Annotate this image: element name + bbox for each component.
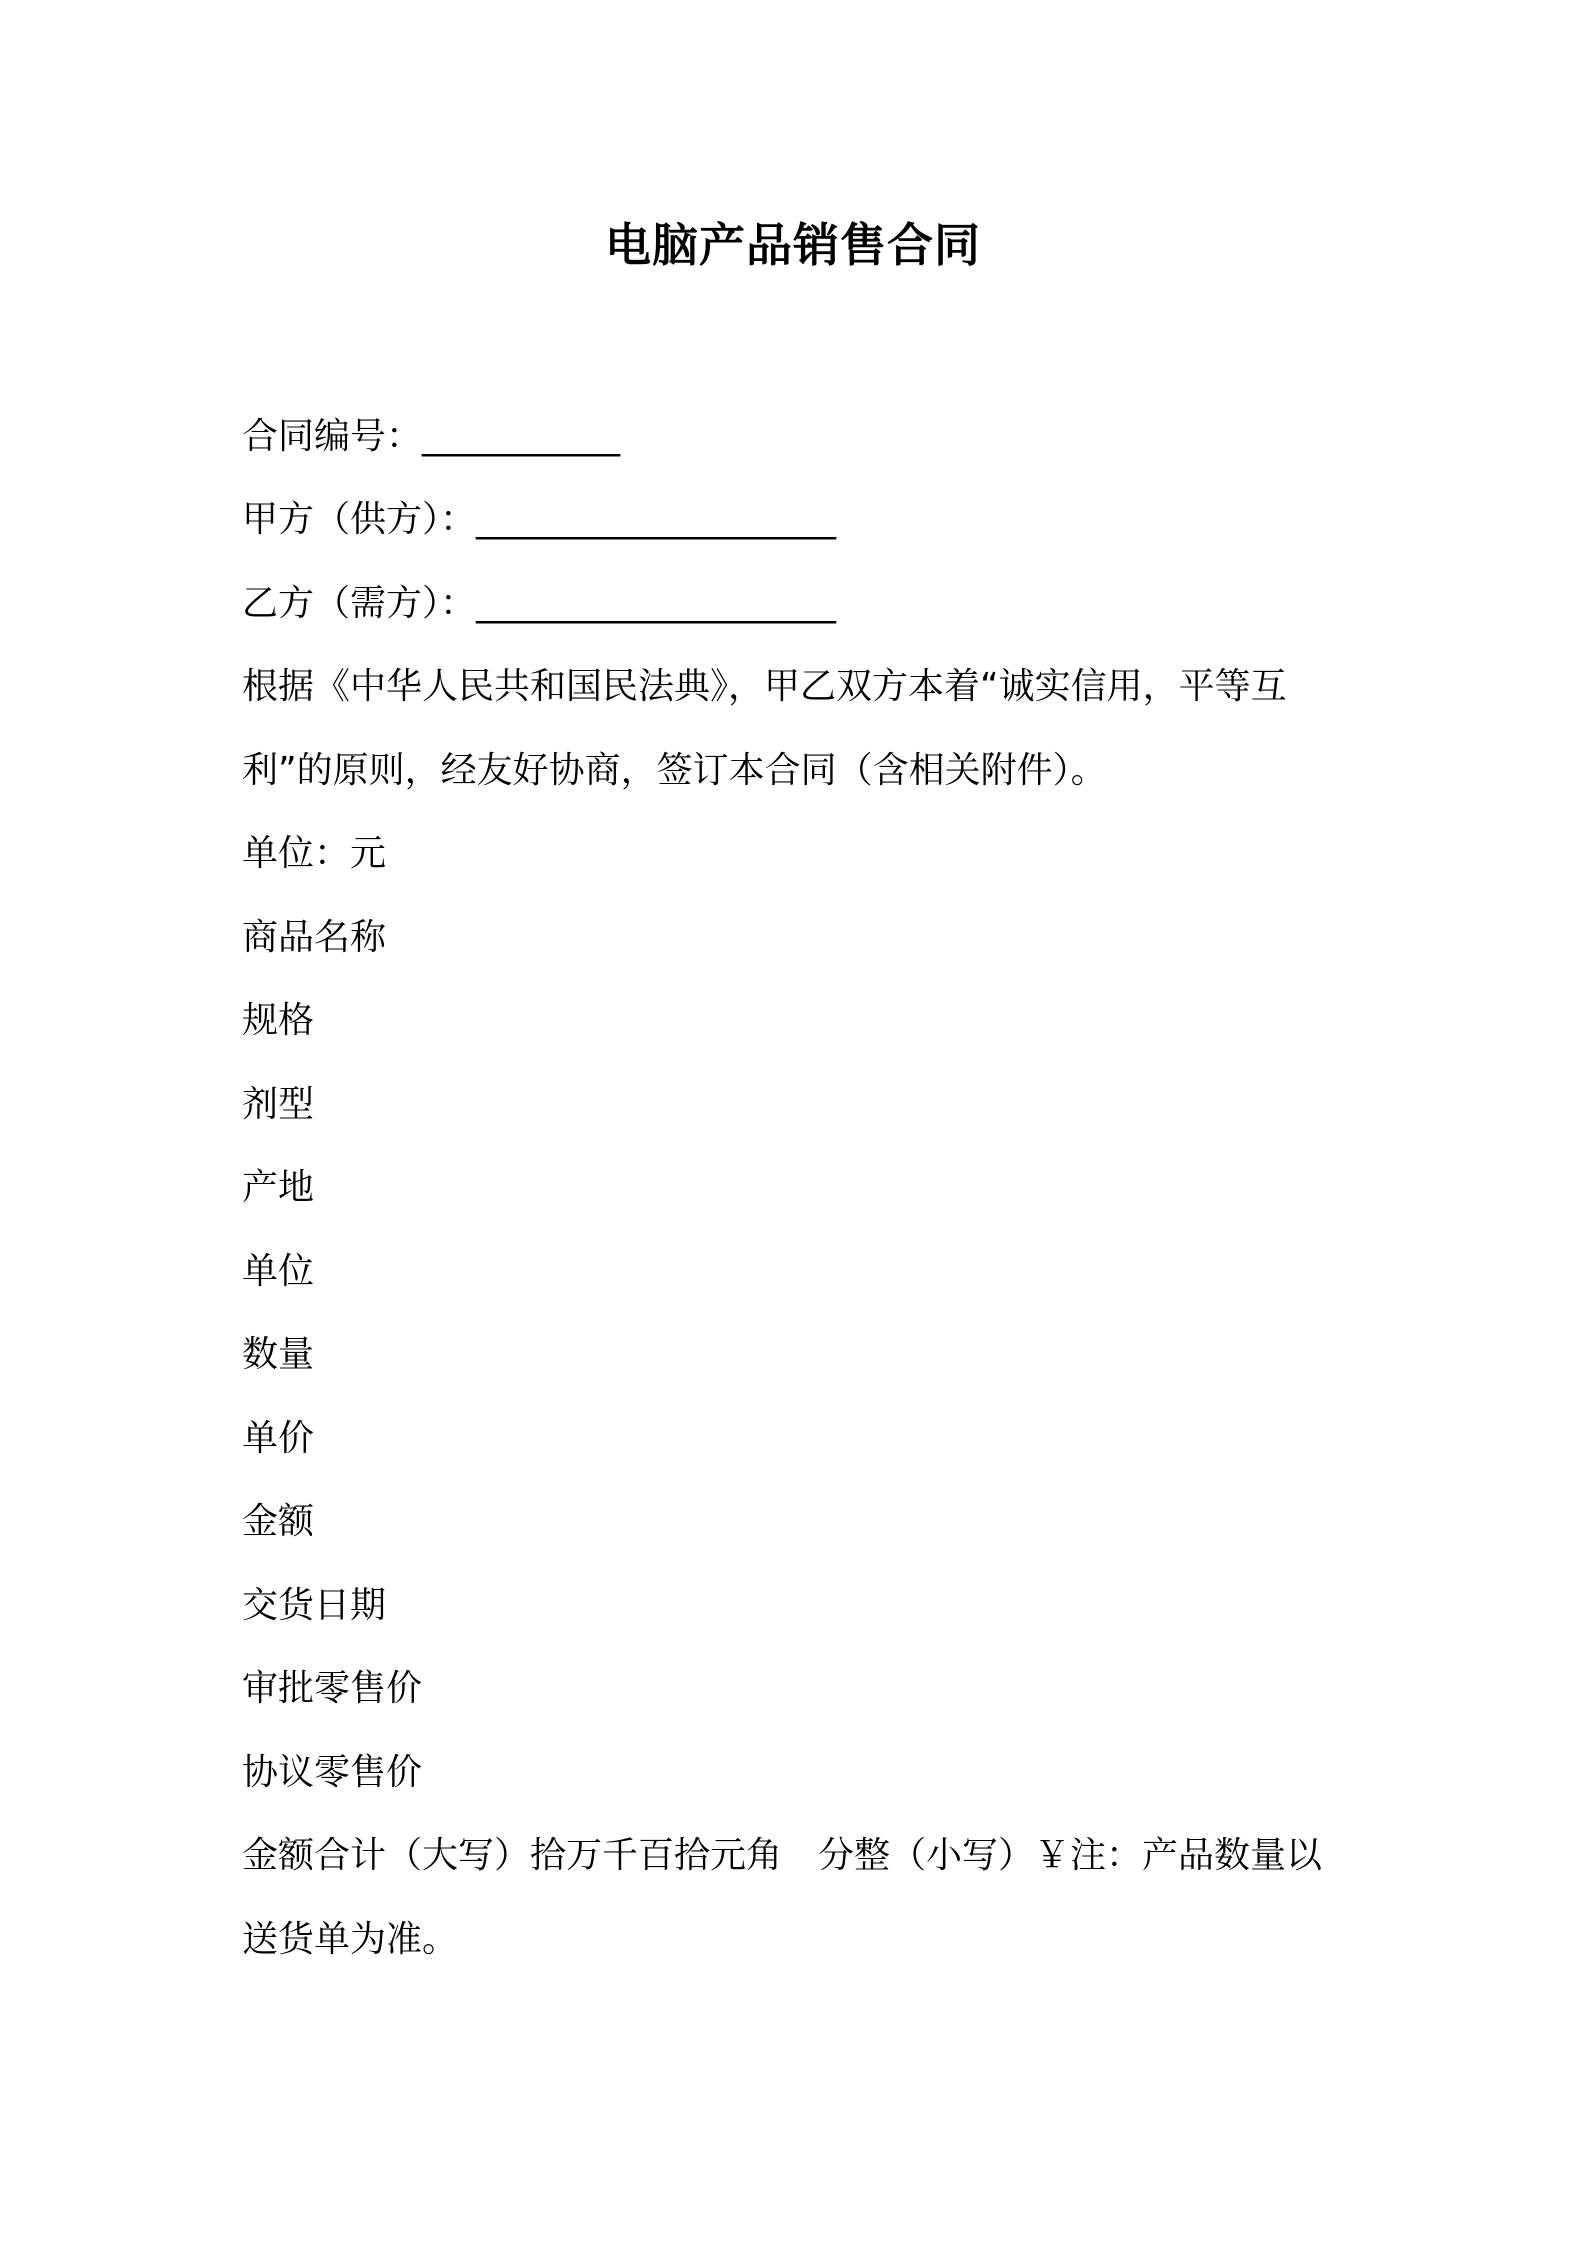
page-title: 电脑产品销售合同 [605, 218, 981, 272]
field-amount: 金额 [242, 1501, 315, 1542]
field-product-name: 商品名称 [242, 917, 387, 958]
total-amount-line-1: 金额合计（大写）拾万千百拾元角 分整（小写）￥注：产品数量以 [242, 1835, 1323, 1876]
party-b-line: 乙方（需方）：____________________ [242, 583, 837, 624]
field-approved-retail-price: 审批零售价 [242, 1668, 423, 1709]
total-amount-line-2: 送货单为准。 [242, 1919, 459, 1960]
contract-number-line: 合同编号：___________ [242, 416, 621, 457]
field-specification: 规格 [242, 1000, 315, 1041]
preamble-line-1: 根据《中华人民共和国民法典》，甲乙双方本着“诚实信用，平等互 [242, 666, 1287, 707]
field-unit-price: 单价 [242, 1418, 315, 1459]
field-agreed-retail-price: 协议零售价 [242, 1752, 423, 1793]
field-dosage-form: 剂型 [242, 1084, 315, 1125]
field-quantity: 数量 [242, 1334, 315, 1375]
party-a-line: 甲方（供方）：____________________ [242, 499, 837, 540]
unit-note: 单位：元 [242, 833, 387, 874]
field-unit: 单位 [242, 1251, 315, 1292]
field-origin: 产地 [242, 1167, 315, 1208]
preamble-line-2: 利”的原则，经友好协商，签订本合同（含相关附件）。 [242, 750, 1107, 791]
field-delivery-date: 交货日期 [242, 1585, 387, 1626]
